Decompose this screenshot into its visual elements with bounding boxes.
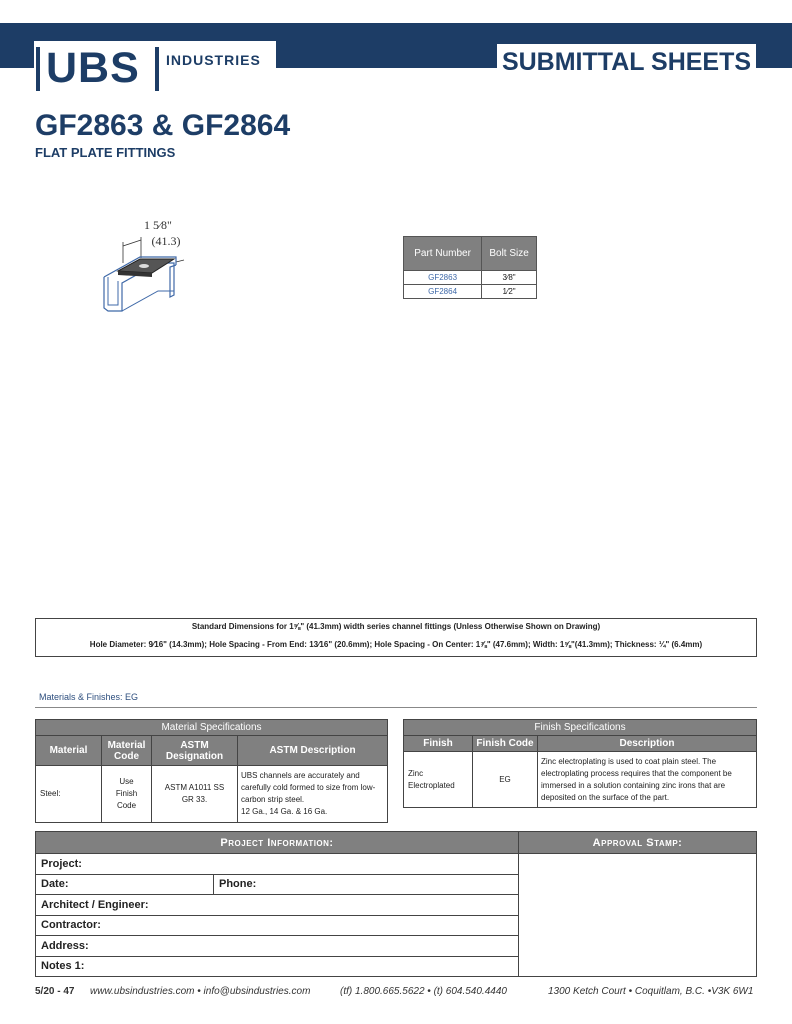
gauge-text: 12 Ga., 14 Ga. & 16 Ga. — [241, 807, 328, 816]
astm-description-text: UBS channels are accurately and carefully cold formed to size from low-carbon strip steel. — [241, 771, 376, 804]
bolt-size-cell: 1⁄2" — [482, 285, 537, 299]
date-field[interactable]: Date: — [36, 874, 214, 895]
product-subtitle: FLAT PLATE FITTINGS — [35, 145, 176, 160]
page-title: SUBMITTAL SHEETS — [501, 48, 752, 76]
notes-field[interactable]: Notes 1: — [36, 956, 519, 977]
finish-code-cell: EG — [473, 752, 538, 808]
material-spec-caption: Material Specifications — [36, 720, 388, 736]
standard-dimensions-detail: Hole Diameter: 9⁄16" (14.3mm); Hole Spacing - From End: 13⁄16" (20.6mm); Hole Spacing - On Center: 1⅞" (47.6mm); Width: 1⅝"(41.3mm); Thickness: ¼" (6.4mm) — [89, 640, 703, 649]
material-spec-table — [35, 719, 388, 823]
divider — [35, 707, 757, 708]
astm-description-header: ASTM Description — [238, 736, 388, 766]
contractor-field[interactable]: Contractor: — [36, 915, 519, 936]
project-info-table — [35, 831, 757, 977]
finish-code-header: Finish Code — [473, 736, 538, 752]
table-row — [404, 271, 537, 285]
finish-spec-table — [403, 719, 757, 808]
astm-description-cell — [238, 766, 388, 823]
dimension-metric: (41.3) — [151, 234, 181, 248]
finish-spec-caption: Finish Specifications — [404, 720, 757, 736]
bolt-size-header: Bolt Size — [482, 237, 537, 271]
footer-phone: (tf) 1.800.665.5622 • (t) 604.540.4440 — [340, 986, 507, 997]
logo-bar-right — [155, 47, 159, 91]
phone-field[interactable]: Phone: — [214, 874, 519, 895]
material-cell: Steel: — [36, 766, 102, 823]
project-info-header: Project Information: — [36, 832, 519, 854]
material-header: Material — [36, 736, 102, 766]
materials-label: Materials & Finishes: EG — [39, 692, 139, 702]
finish-header: Finish — [404, 736, 473, 752]
finish-cell: Zinc Electroplated — [404, 752, 473, 808]
description-header: Description — [538, 736, 757, 752]
address-field[interactable]: Address: — [36, 936, 519, 957]
finish-description-cell: Zinc electroplating is used to coat plain steel. The electroplating process requires that the component be immersed in a solution containing zinc irons that are deposited on the surface of the part. — [538, 752, 757, 808]
footer-web[interactable]: www.ubsindustries.com • info@ubsindustries.com — [90, 986, 311, 997]
table-row — [404, 285, 537, 299]
product-title: GF2863 & GF2864 — [35, 109, 291, 142]
approval-stamp-header: Approval Stamp: — [519, 832, 757, 854]
material-code-header: Material Code — [102, 736, 152, 766]
material-code-cell: Use Finish Code — [102, 766, 152, 823]
standard-dimensions-title: Standard Dimensions for 1⅝" (41.3mm) width series channel fittings (Unless Otherwise Shown on Drawing) — [191, 622, 601, 631]
part-number-header: Part Number — [404, 237, 482, 271]
project-field[interactable]: Project: — [36, 854, 519, 875]
standard-dimensions-box — [35, 618, 757, 657]
logo-text: UBS — [46, 44, 140, 92]
logo-bar-left — [36, 47, 40, 91]
bolt-size-cell: 3⁄8" — [482, 271, 537, 285]
architect-field[interactable]: Architect / Engineer: — [36, 895, 519, 916]
fitting-drawing — [96, 215, 196, 320]
part-table — [403, 236, 537, 299]
part-number-cell: GF2864 — [404, 285, 482, 299]
astm-designation-cell: ASTM A1011 SS GR 33. — [152, 766, 238, 823]
dimension-label: 1 5⁄8" — [144, 218, 172, 232]
footer-address: 1300 Ketch Court • Coquitlam, B.C. •V3K 6W1 — [548, 986, 754, 997]
logo-industries: INDUSTRIES — [166, 52, 261, 68]
part-number-cell: GF2863 — [404, 271, 482, 285]
astm-designation-header: ASTM Designation — [152, 736, 238, 766]
page-number: 5/20 - 47 — [35, 986, 75, 997]
approval-stamp-area[interactable] — [519, 854, 757, 977]
